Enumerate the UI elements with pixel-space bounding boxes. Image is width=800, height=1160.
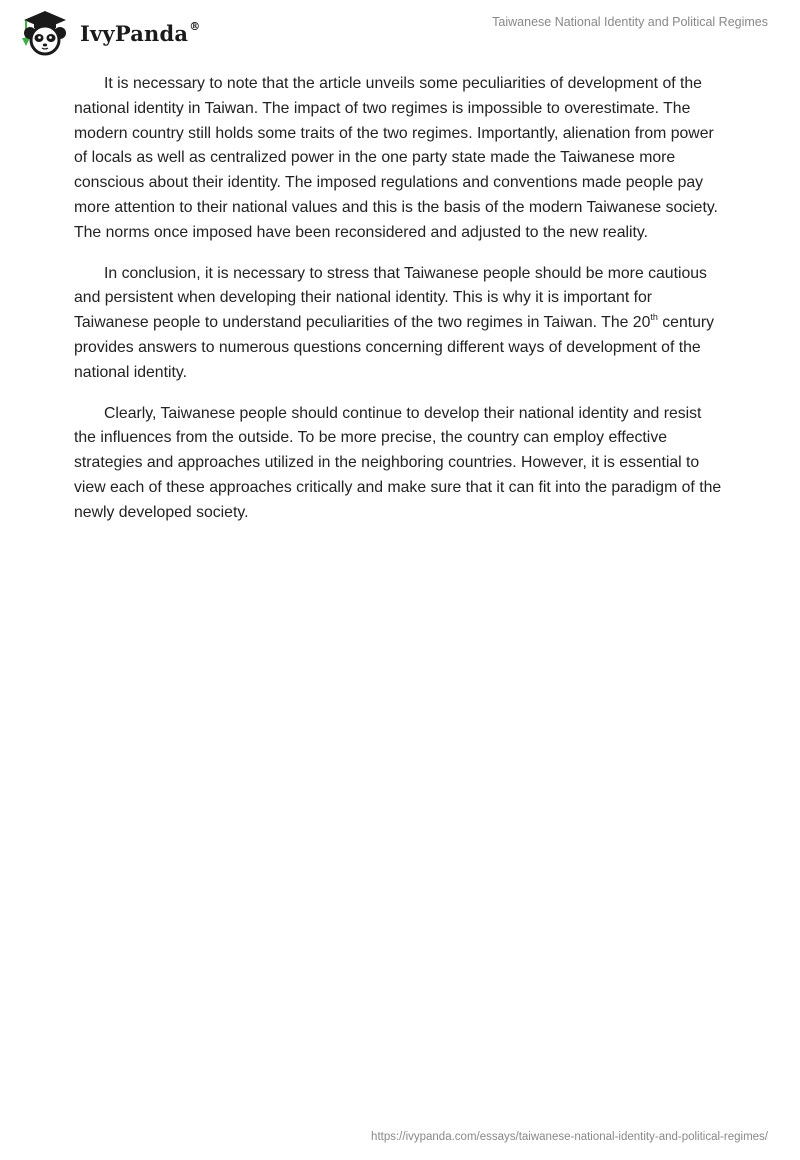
paragraph: Clearly, Taiwanese people should continue to develop their national identity and resist the influences from the outside. To be more precise, the country can employ effective strategies and approaches utilized in the neighboring countries. However, it is essential to view each of these approaches critically and make sure that it can fit into the paradigm of the newly developed society. — [74, 404, 722, 521]
paragraph — [74, 262, 726, 386]
page-header — [0, 0, 800, 70]
paragraph-text: century provides answers to numerous questions concerning different ways of development of the national identity. — [74, 314, 715, 381]
paragraph: It is necessary to note that the article unveils some peculiarities of development of the national identity in Taiwan. The impact of two regimes is impossible to overestimate. The modern country still holds some traits of the two regimes. Importantly, alienation from power of locals as well as centralized power in the one party state made the Taiwanese more conscious about their identity. The imposed regulations and conventions made people pay more attention to their national values and this is the basis of the modern Taiwanese society. The norms once imposed have been reconsidered and adjusted to the new reality. — [74, 75, 718, 241]
source-url[interactable]: https://ivypanda.com/essays/taiwanese-national-identity-and-political-regimes/ — [371, 1131, 768, 1143]
registered-mark: ® — [189, 19, 201, 33]
essay-body — [74, 72, 726, 542]
ordinal-superscript: th — [650, 311, 658, 322]
brand-name-text: IvyPanda — [80, 20, 189, 46]
paragraph-text: In conclusion, it is necessary to stress that Taiwanese people should be more cautious and persistent when developing their national identity. This is why it is important for Taiwanese people to understand peculiarities of the two regimes in Taiwan. The 20 — [74, 264, 707, 332]
panda-graduate-icon — [16, 8, 74, 56]
ivypanda-logo[interactable] — [16, 8, 200, 56]
brand-name — [80, 21, 200, 46]
document-title: Taiwanese National Identity and Political Regimes — [492, 15, 768, 29]
